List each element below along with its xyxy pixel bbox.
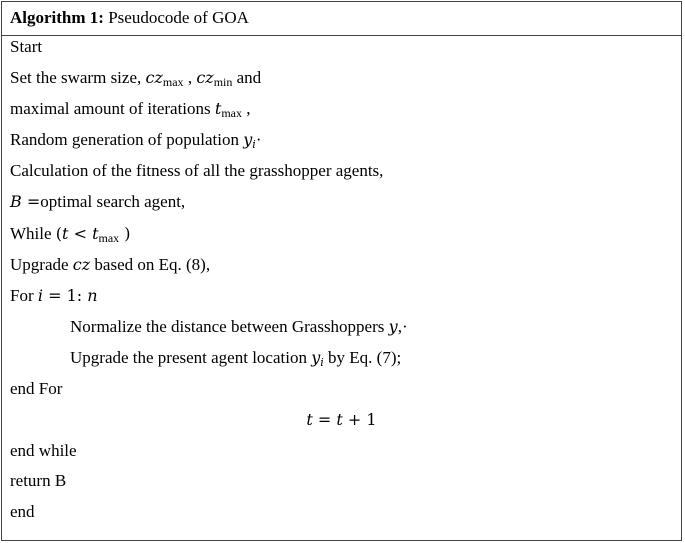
math-y: y [243, 130, 253, 149]
text: ,· [397, 317, 408, 336]
text: ) [119, 224, 131, 243]
math-B: B [10, 192, 22, 211]
text: + 1 [342, 410, 377, 429]
line-calculation: Calculation of the fitness of all the grasshopper agents, [10, 161, 384, 180]
text: , [242, 99, 251, 118]
text: Upgrade the present agent location [70, 348, 312, 367]
math-y: y [311, 348, 321, 367]
math-t: t [214, 99, 222, 118]
text: Set the swarm size, [10, 68, 146, 87]
line-update-location [70, 348, 401, 368]
algorithm-box [1, 1, 682, 541]
line-end-while: end while [10, 441, 77, 460]
line-for [10, 286, 98, 306]
sub-min: min [213, 75, 233, 89]
text: , [183, 68, 197, 87]
math-y: y [388, 317, 398, 336]
sub-max: max [98, 231, 120, 245]
text: = [21, 192, 41, 211]
sub-i: i [252, 138, 256, 151]
math-t: t [306, 410, 313, 429]
algorithm-header [2, 2, 681, 36]
text: While [10, 224, 56, 243]
line-while [10, 224, 131, 244]
text: based on Eq. (8), [90, 255, 211, 274]
math-t: t [92, 224, 99, 243]
math-t: t [62, 224, 69, 243]
line-best-agent [10, 192, 185, 212]
math-cz: cz [72, 255, 91, 274]
text: ( [55, 224, 63, 243]
text: For [10, 286, 38, 305]
algorithm-title: Pseudocode of GOA [108, 8, 249, 27]
sub-i: i [320, 356, 324, 369]
line-increment [2, 410, 681, 430]
line-return: return B [10, 471, 67, 490]
text: Random generation of population [10, 130, 244, 149]
line-end: end [10, 502, 35, 521]
math-n: n [87, 286, 98, 305]
text: Upgrade [10, 255, 73, 274]
sub-max: max [221, 106, 243, 120]
math-cz: cz [145, 68, 163, 87]
line-random [10, 130, 261, 150]
line-upgrade-cz [10, 255, 210, 275]
line-max-iterations [10, 99, 251, 119]
line-normalize [70, 317, 408, 337]
algorithm-label: Algorithm 1: [10, 8, 104, 27]
text: and [232, 68, 262, 87]
text: < [68, 224, 93, 243]
text: = [312, 410, 337, 429]
text: Normalize the distance between Grasshoppers [70, 317, 389, 336]
text: = 1: [43, 286, 88, 305]
math-i: i [37, 286, 43, 305]
text: · [255, 130, 262, 149]
math-cz: cz [196, 68, 214, 87]
line-end-for: end For [10, 379, 63, 398]
text: maximal amount of iterations [10, 99, 215, 118]
text: by Eq. (7); [323, 348, 402, 367]
sub-max: max [162, 75, 184, 89]
math-t: t [336, 410, 343, 429]
line-start: Start [10, 37, 43, 56]
line-set-swarm [10, 68, 261, 88]
text: optimal search agent, [40, 192, 186, 211]
